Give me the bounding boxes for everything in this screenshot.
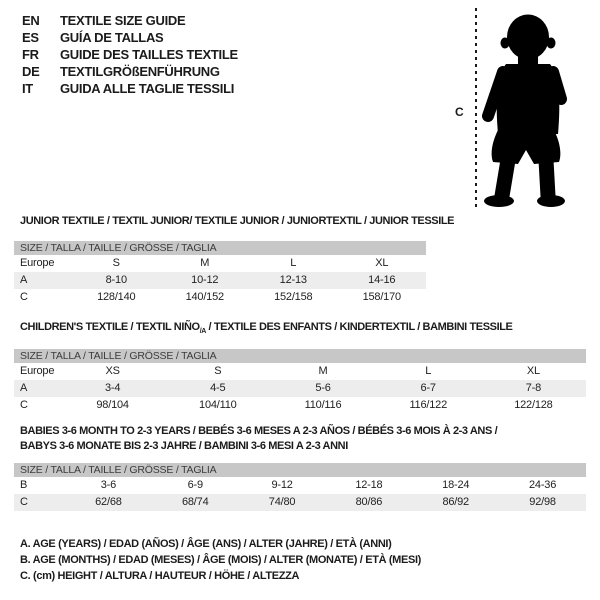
babies-textile-section bbox=[14, 424, 586, 511]
table-row bbox=[14, 255, 426, 272]
language-row bbox=[22, 29, 238, 46]
table-cell: XS bbox=[105, 365, 120, 378]
table-cell: 7-8 bbox=[525, 382, 542, 395]
footnote-b: B. AGE (MONTHS) / EDAD (MESES) / ÂGE (MOIS) / ALTER (MONATE) / ETÀ (MESI) bbox=[20, 554, 421, 566]
table-title-text: / TEXTILE DES ENFANTS / KINDERTEXTIL / BAMBINI TESSILE bbox=[205, 321, 513, 333]
table-cell: 140/152 bbox=[185, 291, 224, 303]
table-cell: 74/80 bbox=[268, 496, 296, 508]
table-row bbox=[14, 363, 586, 380]
table-cell: S bbox=[214, 365, 222, 378]
language-code: DE bbox=[22, 64, 40, 79]
language-row bbox=[22, 63, 238, 80]
size-header-bar: SIZE / TALLA / TAILLE / GRÖSSE / TAGLIA bbox=[14, 241, 426, 255]
table-cell: 5-6 bbox=[315, 382, 331, 395]
table-cell: 110/116 bbox=[304, 399, 342, 412]
table-cell: 128/140 bbox=[97, 291, 136, 303]
language-list bbox=[22, 12, 238, 97]
language-row bbox=[22, 46, 238, 63]
table-cell: M bbox=[318, 365, 328, 378]
table-cell: 80/86 bbox=[355, 496, 383, 508]
size-header-bar: SIZE / TALLA / TAILLE / GRÖSSE / TAGLIA bbox=[14, 349, 586, 363]
language-title: GUIDE DES TAILLES TEXTILE bbox=[60, 47, 238, 62]
language-row bbox=[22, 80, 238, 97]
row-label: C bbox=[20, 399, 28, 412]
table-cell: 3-6 bbox=[100, 479, 117, 491]
table-cell: 6-9 bbox=[187, 479, 203, 491]
table-cell: 152/158 bbox=[274, 291, 313, 303]
language-code: EN bbox=[22, 13, 40, 28]
table-cell: 9-12 bbox=[271, 479, 293, 491]
table-cell: M bbox=[200, 257, 210, 269]
footnote-a: A. AGE (YEARS) / EDAD (AÑOS) / ÂGE (ANS) / ALTER (JAHRE) / ETÀ (ANNI) bbox=[20, 538, 392, 550]
childrens-textile-section bbox=[14, 321, 586, 414]
table-cell: 8-10 bbox=[105, 274, 127, 286]
table-cell: 68/74 bbox=[181, 496, 209, 508]
language-title: GUÍA DE TALLAS bbox=[60, 30, 164, 45]
table-title bbox=[20, 424, 586, 454]
row-label: C bbox=[20, 291, 28, 303]
table-cell: L bbox=[290, 257, 297, 269]
table-cell: 116/122 bbox=[409, 399, 447, 412]
row-label: C bbox=[20, 496, 28, 508]
table-cell: 92/98 bbox=[529, 496, 556, 508]
table-cell: S bbox=[112, 257, 120, 269]
baby-silhouette bbox=[484, 15, 565, 208]
table-title bbox=[20, 215, 455, 228]
row-label: B bbox=[20, 479, 28, 491]
row-label: Europe bbox=[20, 365, 55, 378]
table-cell: 98/104 bbox=[96, 399, 129, 412]
footnote-c: C. (cm) HEIGHT / ALTURA / HAUTEUR / HÖHE / ALTEZZA bbox=[20, 570, 300, 582]
row-label: Europe bbox=[20, 257, 55, 269]
language-title: TEXTILGRÖßENFÜHRUNG bbox=[60, 64, 220, 79]
language-code: FR bbox=[22, 47, 39, 62]
table-cell: 12-13 bbox=[279, 274, 307, 286]
table-title-line1: BABIES 3-6 MONTH TO 2-3 YEARS / BEBÉS 3-6 MESES A 2-3 AÑOS / BÉBÉS 3-6 MOIS À 2-3 ANS / bbox=[20, 425, 498, 437]
table-row bbox=[14, 397, 586, 414]
language-code: ES bbox=[22, 30, 39, 45]
table-title-line2: BABYS 3-6 MONATE BIS 2-3 JAHRE / BAMBINI 3-6 MESI A 2-3 ANNI bbox=[20, 440, 348, 452]
table-cell: 104/110 bbox=[199, 399, 237, 412]
table-cell: 158/170 bbox=[362, 291, 401, 303]
table-row bbox=[14, 289, 426, 306]
table-cell: 14-16 bbox=[368, 274, 396, 286]
height-measure-label: C bbox=[455, 105, 464, 119]
table-cell: 86/92 bbox=[442, 496, 469, 508]
table-title bbox=[20, 321, 586, 338]
table-cell: XL bbox=[526, 365, 540, 378]
language-title: TEXTILE SIZE GUIDE bbox=[60, 13, 186, 28]
footnotes bbox=[20, 536, 421, 584]
table-title-text: CHILDREN'S TEXTILE / TEXTIL NIÑO bbox=[20, 321, 200, 333]
table-cell: 24-36 bbox=[528, 479, 557, 491]
size-header-bar: SIZE / TALLA / TAILLE / GRÖSSE / TAGLIA bbox=[14, 463, 586, 477]
table-cell: 4-5 bbox=[210, 382, 226, 395]
language-code: IT bbox=[22, 81, 33, 96]
table-cell: XL bbox=[375, 257, 389, 269]
table-title-text: JUNIOR TEXTILE / TEXTIL JUNIOR/ TEXTILE JUNIOR / JUNIORTEXTIL / JUNIOR TESSILE bbox=[20, 215, 455, 227]
junior-textile-section bbox=[14, 215, 455, 306]
table-cell: 18-24 bbox=[442, 479, 470, 491]
table-cell: 6-7 bbox=[420, 382, 436, 395]
table-cell: 62/68 bbox=[95, 496, 122, 508]
table-row bbox=[14, 494, 586, 511]
table-cell: L bbox=[425, 365, 432, 378]
language-row bbox=[22, 12, 238, 29]
baby-silhouette-figure bbox=[440, 4, 590, 212]
table-row bbox=[14, 477, 586, 494]
table-row bbox=[14, 380, 586, 397]
table-row bbox=[14, 272, 426, 289]
table-cell: 10-12 bbox=[191, 274, 219, 286]
language-title: GUIDA ALLE TAGLIE TESSILI bbox=[60, 81, 235, 96]
table-cell: 12-18 bbox=[355, 479, 383, 491]
table-title-subscript: /A bbox=[199, 328, 206, 336]
table-cell: 3-4 bbox=[104, 382, 121, 395]
table-cell: 122/128 bbox=[514, 399, 553, 412]
row-label: A bbox=[20, 274, 28, 286]
row-label: A bbox=[20, 382, 28, 395]
